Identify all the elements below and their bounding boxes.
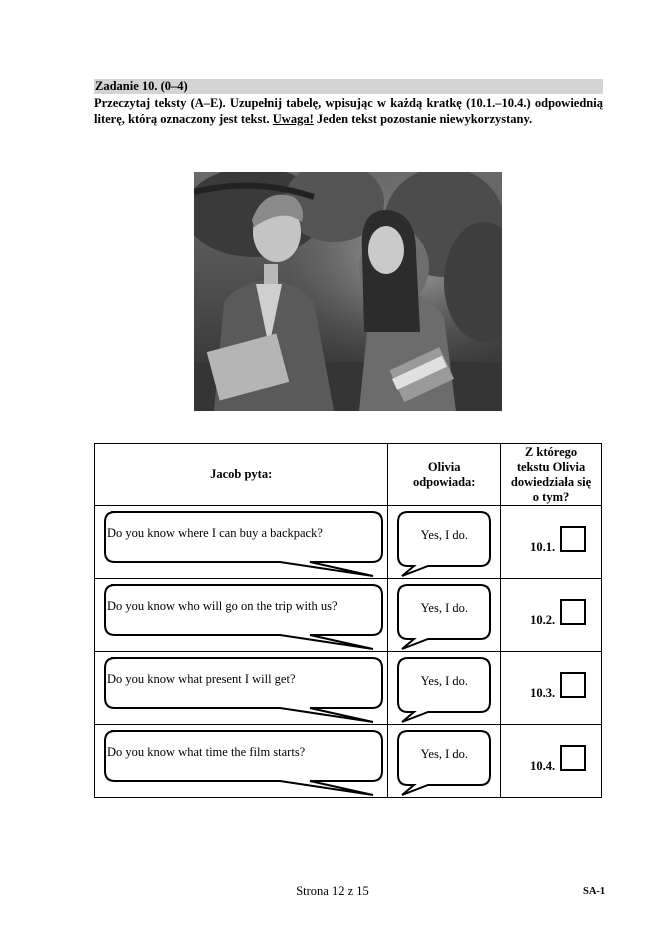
answer-box[interactable] <box>560 672 586 698</box>
table-row <box>95 652 602 725</box>
dialogue-table <box>94 443 602 798</box>
task-title: Zadanie 10. (0–4) <box>94 79 603 94</box>
answer-cell <box>388 579 501 652</box>
answer-text: Yes, I do. <box>420 747 469 761</box>
answer-box[interactable] <box>560 745 586 771</box>
photo-two-teenagers <box>194 172 502 411</box>
answer-box-cell <box>501 506 602 579</box>
answer-box-cell <box>501 725 602 798</box>
question-text: Do you know who will go on the trip with us? <box>107 599 338 613</box>
speech-bubble-left <box>95 725 389 797</box>
answer-cell <box>388 725 501 798</box>
item-number: 10.2. <box>530 613 556 627</box>
speech-bubble-left <box>95 579 389 651</box>
table-row <box>95 579 602 652</box>
exam-code: SA-1 <box>583 886 606 897</box>
question-text: Do you know what time the film starts? <box>107 745 306 759</box>
question-text: Do you know what present I will get? <box>107 672 296 686</box>
instruction-text: Przeczytaj teksty (A–E). Uzupełnij tabelę, wpisując w każdą kratkę (10.1.–10.4.) odpowiednią literę, którą oznaczony jest tekst. <box>94 96 603 126</box>
header-source <box>501 444 602 506</box>
header-olivia-text: Olivia odpowiada: <box>412 459 476 489</box>
item-number: 10.4. <box>530 759 556 773</box>
answer-text: Yes, I do. <box>420 601 469 615</box>
question-text: Do you know where I can buy a backpack? <box>107 526 323 540</box>
item-number: 10.3. <box>530 686 556 700</box>
header-source-text: Z którego tekstu Olivia dowiedziała się o tym? <box>510 444 592 504</box>
answer-box[interactable] <box>560 526 586 552</box>
item-number: 10.1. <box>530 540 556 554</box>
answer-cell <box>388 652 501 725</box>
instruction-text-end: Jeden tekst pozostanie niewykorzystany. <box>313 112 533 126</box>
question-cell <box>95 506 388 579</box>
answer-box[interactable] <box>560 599 586 625</box>
header-olivia <box>388 444 501 506</box>
speech-bubble-left <box>95 652 389 724</box>
question-cell <box>95 579 388 652</box>
header-jacob: Jacob pyta: <box>95 444 388 506</box>
page-number: Strona 12 z 15 <box>296 884 369 898</box>
answer-cell <box>388 506 501 579</box>
instruction-warning: Uwaga! <box>272 112 314 126</box>
answer-box-cell <box>501 579 602 652</box>
table-row <box>95 506 602 579</box>
answer-text: Yes, I do. <box>420 674 469 688</box>
answer-text: Yes, I do. <box>420 528 469 542</box>
answer-box-cell <box>501 652 602 725</box>
speech-bubble-left <box>95 506 389 578</box>
task-instructions <box>94 95 603 127</box>
table-row <box>95 725 602 798</box>
question-cell <box>95 652 388 725</box>
question-cell <box>95 725 388 798</box>
